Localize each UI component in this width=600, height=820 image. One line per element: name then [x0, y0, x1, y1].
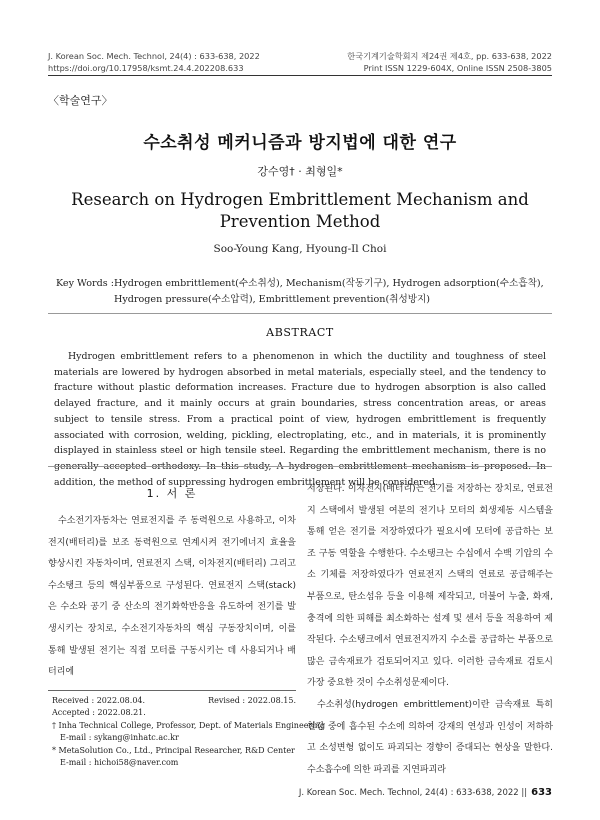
- article-type-tag: 〈학술연구〉: [48, 94, 113, 107]
- authors-english: Soo-Young Kang, Hyoung-Il Choi: [213, 243, 387, 255]
- revised-date: Revised : 2022.08.15.: [208, 696, 296, 705]
- author2-email[interactable]: E-mail : hichoi58@naver.com: [60, 757, 179, 767]
- title-english: [0, 189, 600, 233]
- right-column-paragraph-1: 저장된다. 이차전지(배터리)는 전기를 저장하는 장치로, 연료전지 스택에서 발생된 여분의 전기나 모터의 회생제동 시스템을 통해 얻은 전기를 저장하였다가 필요시에 모터에 공급하는 보조 구동 역할을 수행한다. 수소탱크는 수십에서 수백 기압의 수소 기체를 저장하였다가 연료전지 스택의 연료로 공급해주는 부품으로, 탄소섬유 등을 이용해 제작되고, 더불어 누출, 화재, 충격에 의한 피해를 최소화하는 설계 및 센서 등을 적용하여 제작된다. 수소탱크에서 연료전지까지 수소를 공급하는 부품으로 많은 금속재료가 검토되어지고 있다. 이러한 금속재료 검토시 가장 중요한 것이 수소취성문제이다.: [307, 484, 553, 689]
- title-english-line-2: Prevention Method: [219, 212, 381, 231]
- section-heading-introduction: 1. 서 론: [146, 487, 198, 500]
- running-header-journal: J. Korean Soc. Mech. Technol, 24(4) : 633-638, 2022: [48, 51, 260, 61]
- abstract-top-divider: [48, 313, 552, 314]
- header-divider: [48, 75, 552, 76]
- running-header-issn: Print ISSN 1229-604X, Online ISSN 2508-3805: [363, 63, 552, 73]
- footnotes: [52, 695, 326, 769]
- page-footer: [299, 787, 552, 798]
- keywords-label: Key Words :: [56, 278, 114, 289]
- footer-citation: J. Korean Soc. Mech. Technol, 24(4) : 633-638, 2022 ||: [298, 788, 528, 798]
- abstract-heading: ABSTRACT: [266, 326, 334, 339]
- running-header-journal-kr: 한국기계기술학회지 제24권 제4호, pp. 633-638, 2022: [347, 51, 552, 61]
- footnote-divider: [48, 690, 296, 691]
- title-korean: 수소취성 메커니즘과 방지법에 대한 연구: [143, 133, 457, 153]
- page-number: 633: [531, 787, 552, 798]
- authors-korean: 강수영† · 최형일*: [257, 165, 343, 178]
- author1-affiliation: † Inha Technical College, Professor, Dept. of Materials Engineering: [52, 720, 326, 730]
- abstract-body: Hydrogen embrittlement refers to a phenomenon in which the ductility and toughness of steel materials are lowered by hydrogen absorbed in metal materials, especially steel, and the tendency to fracture without plastic deformation increases. Fracture due to hydrogen absorption is also called delayed fracture, and it mainly occurs at grain boundaries, stress concentration areas, or areas subject to tensile stress. From a practical point of view, hydrogen embrittlement is frequently associated with corrosion, welding, pickling, electroplating, etc., and in materials, it is prominently displayed in stainless steel or high tensile steel. Regarding the embrittlement mechanism, there is no generally accepted orthodoxy. In this study, A hydrogen embrittlement mechanism is proposed. In addition, the method of suppressing hydrogen embrittlement will be considered.: [54, 351, 546, 488]
- abstract-bottom-divider: [48, 466, 552, 467]
- right-column: [307, 479, 553, 781]
- author2-affiliation: * MetaSolution Co., Ltd., Principal Researcher, R&D Center: [52, 745, 295, 755]
- accepted-date: Accepted : 2022.08.21.: [52, 708, 146, 718]
- running-header-doi[interactable]: https://doi.org/10.17958/ksmt.24.4.202208.633: [48, 63, 244, 73]
- title-english-line-1: Research on Hydrogen Embrittlement Mechanism and: [71, 190, 529, 209]
- received-date: Received : 2022.08.04.: [52, 696, 146, 705]
- left-column-text: 수소전기자동차는 연료전지를 주 동력원으로 사용하고, 이차전지(배터리)를 보조 동력원으로 연계시켜 전기에너지 효율을 향상시킨 자동차이며, 연료전지 스택, 이차전지(배터리) 그리고 수소탱크 등의 핵심부품으로 구성된다. 연료전지 스택(stack)은 수소와 공기 중 산소의 전기화학반응을 유도하여 전기를 발생시키는 장치로, 수소전기자동차의 핵심 구동장치이며, 이를 통해 발생된 전기는 직접 모터를 구동시키는 데 사용되거나 배터리에: [48, 516, 296, 678]
- right-column-paragraph-2: 수소취성(hydrogen embrittlement)이란 금속재료 특히 철강 중에 흡수된 수소에 의하여 강재의 연성과 인성이 저하하고 소성변형 없이도 파괴되는 경향이 증대되는 현상을 말한다. 수소흡수에 의한 파괴를 지연파괴라: [307, 699, 553, 775]
- author1-email[interactable]: E-mail : sykang@inhatc.ac.kr: [60, 733, 179, 743]
- keywords-text: Hydrogen embrittlement(수소취성), Mechanism(작동기구), Hydrogen adsorption(수소흡착), Hydrogen pressure(수소압력), Embrittlement prevention(취성방지): [114, 278, 544, 305]
